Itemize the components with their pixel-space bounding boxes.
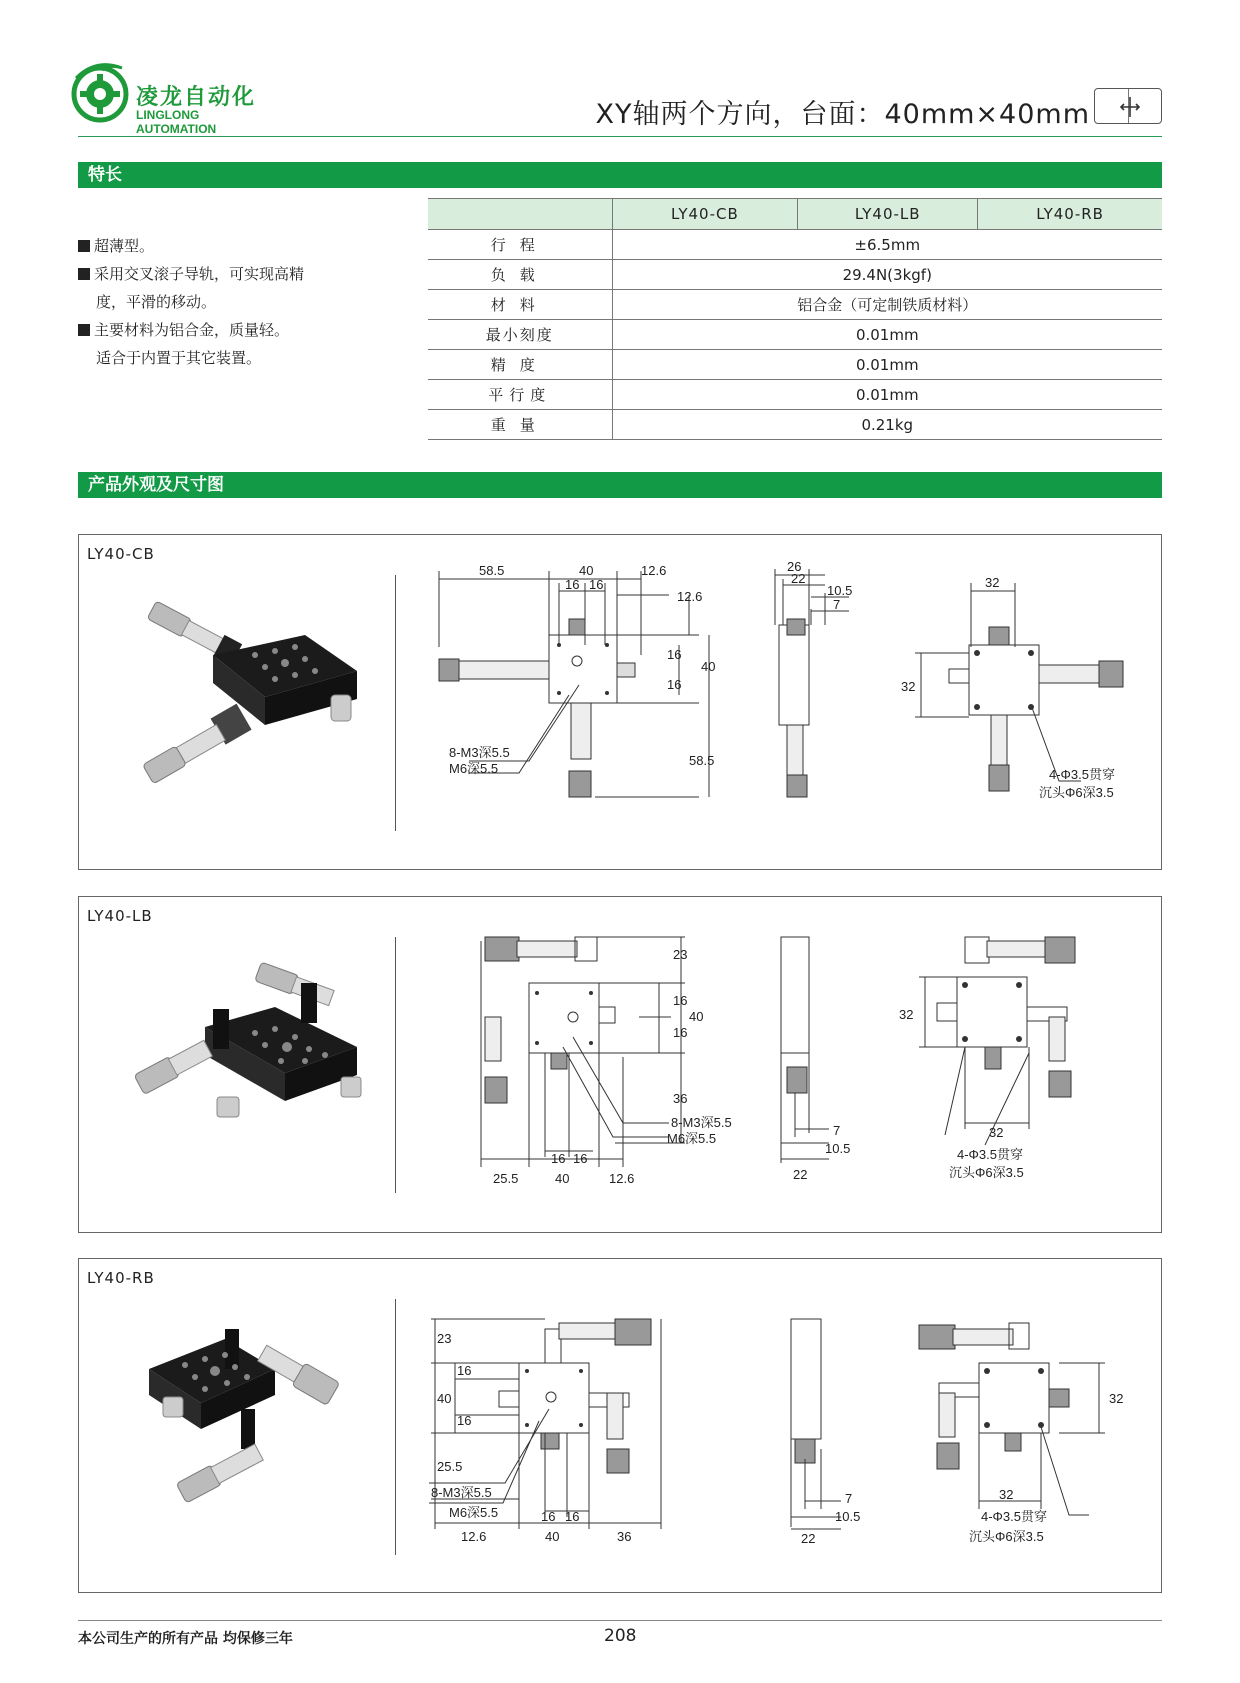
- dimension-label: 10.5: [827, 583, 853, 598]
- gear-dragon-icon: [66, 58, 134, 126]
- dimension-drawing: [409, 897, 1159, 1232]
- spec-row: [428, 290, 1162, 320]
- feature-item: 超薄型。: [78, 232, 408, 260]
- dimension-label: 16: [589, 577, 604, 592]
- brand-name-en: LINGLONG AUTOMATION: [136, 108, 217, 136]
- spec-label: 行程: [428, 230, 612, 260]
- dimension-label: 58.5: [479, 563, 505, 578]
- dimension-label: 16: [565, 1509, 580, 1524]
- dimension-label: 7: [833, 1123, 841, 1138]
- feature-list: [78, 232, 408, 372]
- dimension-label: 32: [901, 679, 916, 694]
- spec-label: 材料: [428, 290, 612, 320]
- panel-divider: [395, 575, 396, 831]
- product-photo: [105, 575, 385, 815]
- dimension-label: 40: [545, 1529, 560, 1544]
- annotation-note: M6深5.5: [449, 1505, 499, 1520]
- annotation-note: 沉头Φ6深3.5: [949, 1165, 1024, 1180]
- spec-col-header: LY40-LB: [798, 199, 978, 230]
- annotation-note: M6深5.5: [449, 761, 499, 776]
- spec-value: 0.01mm: [612, 380, 1162, 410]
- spec-row: [428, 410, 1162, 440]
- page-title: XY轴两个方向，台面：40mm×40mm: [595, 99, 1090, 130]
- annotation-note: 4-Φ3.5贯穿: [1049, 767, 1116, 782]
- dimension-label: 32: [989, 1125, 1004, 1140]
- panel-divider: [395, 937, 396, 1193]
- product-photo: [105, 1299, 385, 1539]
- brand-logo: [66, 52, 266, 136]
- header-divider: [78, 136, 1162, 137]
- dimension-label: 22: [791, 571, 806, 586]
- spec-label: 平行度: [428, 380, 612, 410]
- panel-divider: [395, 1299, 396, 1555]
- spec-value: ±6.5mm: [612, 230, 1162, 260]
- product-panel-lb: [78, 896, 1162, 1233]
- footer-divider: [78, 1620, 1162, 1621]
- dimension-label: 12.6: [641, 563, 667, 578]
- feature-item-continued: 度，平滑的移动。: [96, 293, 217, 311]
- brand-name-cn: 凌龙自动化: [136, 85, 257, 110]
- section-dims-title: 产品外观及尺寸图: [78, 472, 1162, 498]
- dimension-label: 36: [673, 1091, 688, 1106]
- product-model-label: LY40-LB: [87, 907, 153, 925]
- warranty-note: 本公司生产的所有产品 均保修三年: [78, 1631, 293, 1647]
- dimension-label: 40: [555, 1171, 570, 1186]
- spec-label: 精度: [428, 350, 612, 380]
- spec-row: [428, 320, 1162, 350]
- dimension-label: 7: [845, 1491, 853, 1506]
- dimension-label: 32: [999, 1487, 1014, 1502]
- annotation-note: 8-M3深5.5: [449, 745, 510, 760]
- section-features-title: 特长: [78, 162, 1162, 188]
- dimension-drawing: [409, 1259, 1159, 1594]
- product-model-label: LY40-RB: [87, 1269, 155, 1287]
- dimension-label: 40: [437, 1391, 452, 1406]
- dimension-label: 32: [899, 1007, 914, 1022]
- annotation-note: M6深5.5: [667, 1131, 717, 1146]
- product-panel-rb: [78, 1258, 1162, 1593]
- dimension-label: 16: [573, 1151, 588, 1166]
- dimension-label: 10.5: [825, 1141, 851, 1156]
- product-photo: [105, 937, 385, 1177]
- dimension-label: 16: [541, 1509, 556, 1524]
- product-model-label: LY40-CB: [87, 545, 155, 563]
- dimension-label: 12.6: [677, 589, 703, 604]
- dimension-label: 7: [833, 597, 841, 612]
- dimension-label: 58.5: [689, 753, 715, 768]
- dimension-label: 12.6: [609, 1171, 635, 1186]
- feature-item: 主要材料为铝合金，质量轻。: [78, 316, 408, 344]
- dimension-label: 16: [457, 1363, 472, 1378]
- spec-value: 0.01mm: [612, 320, 1162, 350]
- spec-label: 最小刻度: [428, 320, 612, 350]
- spec-row: [428, 350, 1162, 380]
- annotation-note: 沉头Φ6深3.5: [1039, 785, 1114, 800]
- dimension-label: 40: [579, 563, 594, 578]
- spec-row: [428, 230, 1162, 260]
- spec-row: [428, 380, 1162, 410]
- stage-xy-icon: [1094, 88, 1162, 124]
- annotation-note: 8-M3深5.5: [671, 1115, 732, 1130]
- spec-value: 29.4N(3kgf): [612, 260, 1162, 290]
- dimension-label: 16: [667, 647, 682, 662]
- product-panel-cb: [78, 534, 1162, 870]
- dimension-label: 36: [617, 1529, 632, 1544]
- spec-header-row: [428, 199, 1162, 230]
- dimension-label: 16: [457, 1413, 472, 1428]
- dimension-label: 10.5: [835, 1509, 861, 1524]
- dimension-drawing: [409, 535, 1159, 870]
- page-number: 208: [604, 1626, 637, 1646]
- spec-value: 0.01mm: [612, 350, 1162, 380]
- dimension-label: 40: [689, 1009, 704, 1024]
- dimension-label: 25.5: [493, 1171, 519, 1186]
- dimension-label: 23: [437, 1331, 452, 1346]
- feature-item-continued: 适合于内置于其它装置。: [96, 349, 262, 367]
- dimension-label: 23: [673, 947, 688, 962]
- spec-col-header: LY40-RB: [978, 199, 1162, 230]
- dimension-label: 16: [673, 1025, 688, 1040]
- dimension-label: 32: [1109, 1391, 1124, 1406]
- feature-item: 采用交叉滚子导轨，可实现高精: [78, 260, 408, 288]
- dimension-label: 12.6: [461, 1529, 487, 1544]
- spec-row: [428, 260, 1162, 290]
- annotation-note: 沉头Φ6深3.5: [969, 1529, 1044, 1544]
- spec-value: 0.21kg: [612, 410, 1162, 440]
- annotation-note: 4-Φ3.5贯穿: [957, 1147, 1024, 1162]
- annotation-note: 4-Φ3.5贯穿: [981, 1509, 1048, 1524]
- spec-value: 铝合金（可定制铁质材料）: [612, 290, 1162, 320]
- spec-table: [428, 198, 1162, 440]
- spec-col-header: LY40-CB: [612, 199, 798, 230]
- spec-label: 重量: [428, 410, 612, 440]
- dimension-label: 16: [673, 993, 688, 1008]
- spec-header-blank: [428, 199, 612, 230]
- dimension-label: 22: [793, 1167, 808, 1182]
- spec-label: 负载: [428, 260, 612, 290]
- dimension-label: 26: [787, 559, 802, 574]
- annotation-note: 8-M3深5.5: [431, 1485, 492, 1500]
- dimension-label: 16: [667, 677, 682, 692]
- dimension-label: 25.5: [437, 1459, 463, 1474]
- dimension-label: 32: [985, 575, 1000, 590]
- dimension-label: 40: [701, 659, 716, 674]
- dimension-label: 16: [551, 1151, 566, 1166]
- dimension-label: 22: [801, 1531, 816, 1546]
- dimension-label: 16: [565, 577, 580, 592]
